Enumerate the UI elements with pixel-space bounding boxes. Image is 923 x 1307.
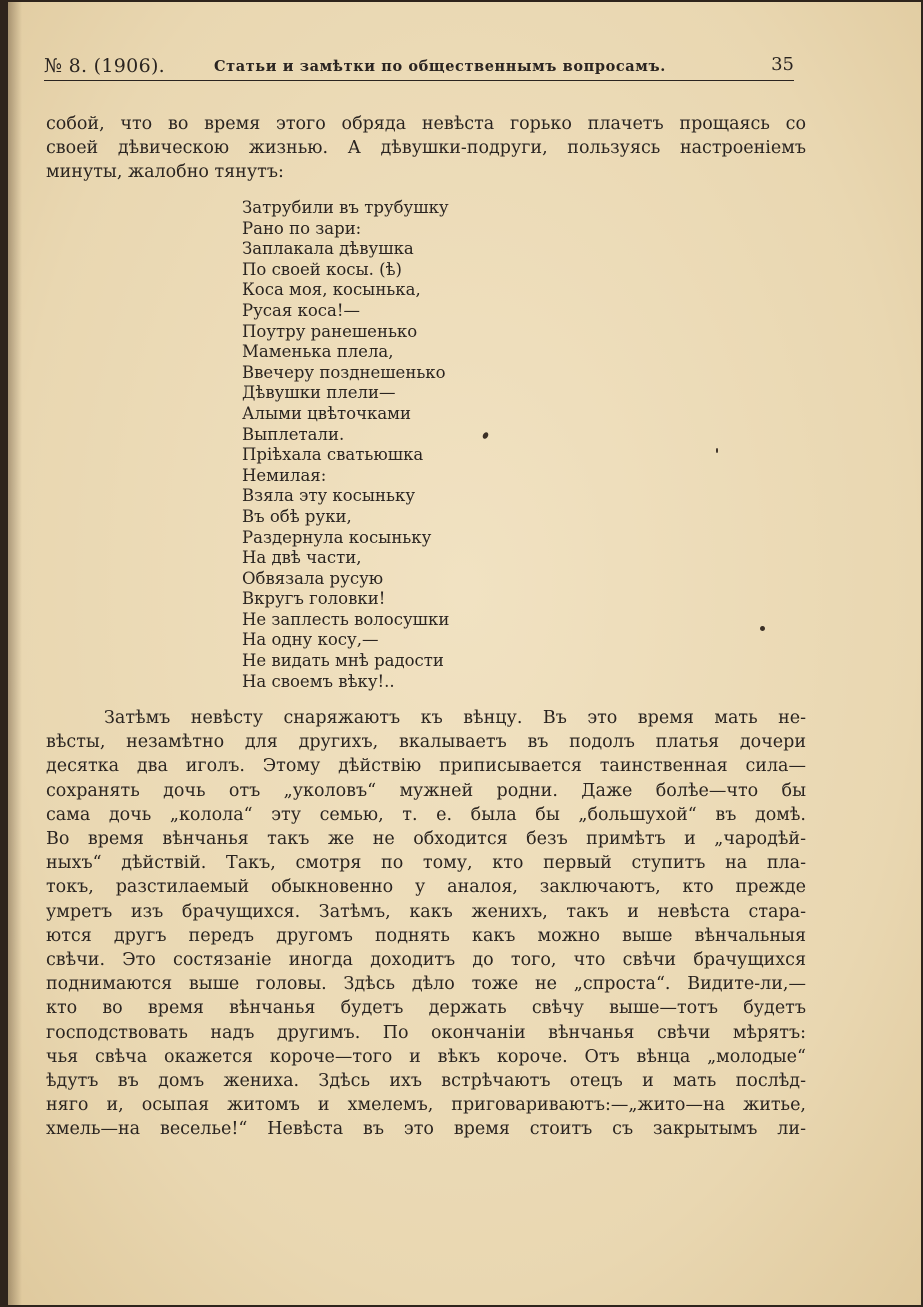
poem-line: Затрубили въ трубушку xyxy=(242,198,449,217)
body-line: кто во время вѣнчанья будетъ держать свѣчу выше—тотъ будетъ xyxy=(46,998,806,1019)
body-line: ныхъ“ дѣйствій. Такъ, смотря по тому, кто первый ступитъ на пла- xyxy=(46,853,806,874)
poem-line: Коса моя, косынька, xyxy=(242,280,421,300)
poem-line: Заплакала дѣвушка xyxy=(242,239,414,259)
poem-line: Ввечеру позднешенько xyxy=(242,362,446,382)
intro-line: собой, что во время этого обряда невѣста горько плачетъ прощаясь со xyxy=(46,114,806,134)
poem-line: Алыми цвѣточками xyxy=(242,403,411,423)
poem-line: Не заплесть волосушки xyxy=(242,609,450,629)
ink-speck xyxy=(760,626,765,631)
poem-line: Немилая: xyxy=(242,465,327,485)
body-line: свѣчи. Это состязаніе иногда доходитъ до того, что свѣчи брачущихся xyxy=(46,950,806,971)
folk-song-verse xyxy=(242,198,449,692)
body-line: Затѣмъ невѣсту снаряжаютъ къ вѣнцу. Въ это время мать не- xyxy=(104,708,806,728)
poem-line: Дѣвушки плели— xyxy=(242,383,396,403)
page-number: 35 xyxy=(771,54,794,75)
intro-line: минуты, жалобно тянутъ: xyxy=(46,162,284,182)
poem-line: Взяла эту косыньку xyxy=(242,486,416,506)
body-line: Во время вѣнчанья такъ же не обходится безъ примѣтъ и „чародѣй- xyxy=(46,829,806,850)
poem-line: Вкругъ головки! xyxy=(242,589,386,609)
poem-line: Обвязала русую xyxy=(242,568,384,588)
poem-line: По своей косы. (ѣ) xyxy=(242,259,402,279)
intro-paragraph xyxy=(46,112,806,184)
poem-line: На своемъ вѣку!.. xyxy=(242,671,395,691)
body-line: десятка два иголъ. Этому дѣйствію приписывается таинственная сила— xyxy=(46,756,806,777)
body-line: токъ, разстилаемый обыкновенно у аналоя, заключаютъ, кто прежде xyxy=(46,877,806,898)
body-line: господствовать надъ другимъ. По окончаніи вѣнчанья свѣчи мѣрятъ: xyxy=(46,1022,806,1043)
body-line: вѣсты, незамѣтно для другихъ, вкалываетъ въ подолъ платья дочери xyxy=(46,732,806,753)
poem-line: Выплетали. xyxy=(242,424,345,444)
body-paragraph xyxy=(46,706,806,1142)
poem-line: Маменька плела, xyxy=(242,342,394,362)
poem-line: Русая коса!— xyxy=(242,300,360,320)
spine-shadow xyxy=(8,2,22,1305)
poem-line: Не видать мнѣ радости xyxy=(242,651,444,671)
header-title: Статьи и замѣтки по общественнымъ вопросамъ. xyxy=(214,58,666,75)
poem-line: На двѣ части, xyxy=(242,548,362,568)
issue-number: № 8. (1906). xyxy=(44,55,166,77)
poem-line: На одну косу,— xyxy=(242,630,379,650)
body-line: ѣдутъ въ домъ жениха. Здѣсь ихъ встрѣчаютъ отецъ и мать послѣд- xyxy=(46,1071,806,1092)
body-line: ются другъ передъ другомъ поднять какъ можно выше вѣнчальныя xyxy=(46,925,806,946)
poem-line: Поутру ранешенько xyxy=(242,321,418,341)
ink-speck xyxy=(482,431,490,440)
body-line: сама дочь „колола“ эту семью, т. е. была бы „большухой“ въ домѣ. xyxy=(46,804,806,825)
poem-line: Раздернула косыньку xyxy=(242,527,432,547)
poem-line: Пріѣхала сватьюшка xyxy=(242,445,424,465)
body-line: чья свѣча окажется короче—того и вѣкъ короче. Отъ вѣнца „молодые“ xyxy=(46,1046,806,1067)
body-line: поднимаются выше головы. Здѣсь дѣло тоже не „спроста“. Видите-ли,— xyxy=(46,974,806,995)
body-line: умретъ изъ брачущихся. Затѣмъ, какъ женихъ, такъ и невѣста стара- xyxy=(46,901,806,922)
body-line: сохранять дочь отъ „уколовъ“ мужней родни. Даже болѣе—что бы xyxy=(46,780,806,801)
body-line: няго и, осыпая житомъ и хмелемъ, приговариваютъ:—„жито—на житье, xyxy=(46,1095,806,1116)
ink-speck xyxy=(716,448,718,453)
body-line: хмель—на веселье!“ Невѣста въ это время стоитъ съ закрытымъ ли- xyxy=(46,1119,806,1140)
poem-line: Рано по зари: xyxy=(242,218,362,238)
poem-line: Въ обѣ руки, xyxy=(242,506,352,526)
scanned-page xyxy=(8,2,921,1305)
intro-line: своей дѣвическою жизнью. А дѣвушки-подруги, пользуясь настроеніемъ xyxy=(46,138,806,158)
running-header xyxy=(44,52,794,81)
